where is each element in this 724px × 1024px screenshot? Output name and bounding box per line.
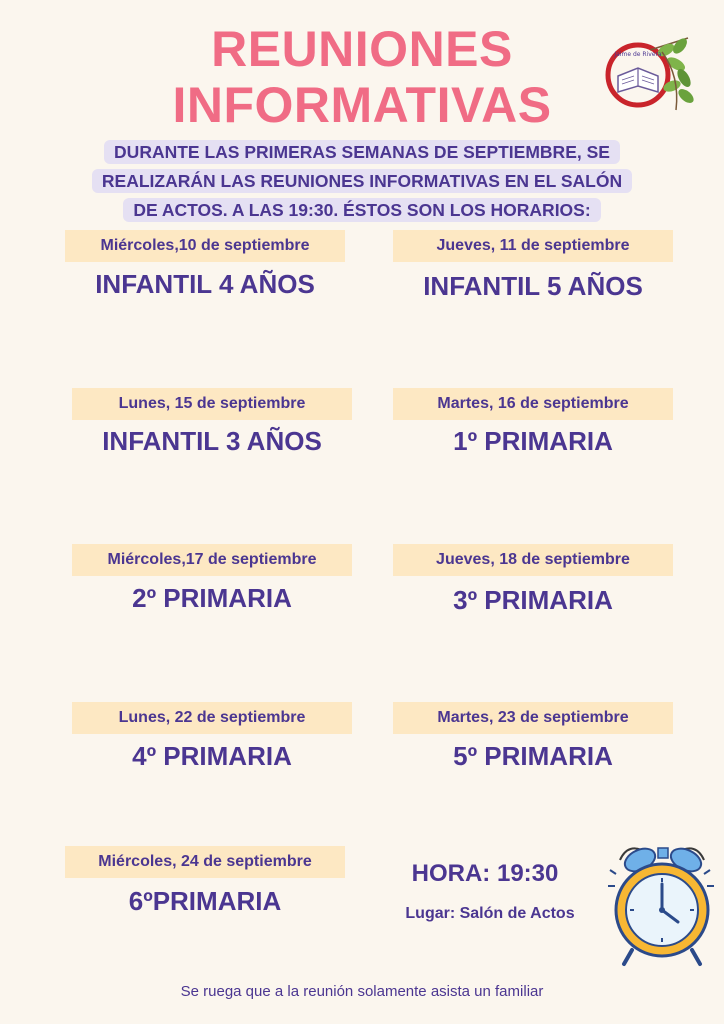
meeting-group: INFANTIL 4 AÑOS [95, 269, 315, 299]
meeting-date: Lunes, 15 de septiembre [72, 388, 352, 420]
school-logo-icon [600, 30, 700, 120]
meeting-date: Jueves, 18 de septiembre [393, 544, 673, 576]
meeting-date: Jueves, 11 de septiembre [393, 230, 673, 262]
meeting-date: Miércoles, 24 de septiembre [65, 846, 345, 878]
meeting-date: Miércoles,17 de septiembre [72, 544, 352, 576]
page-title-line1: REUNIONES [211, 21, 513, 77]
intro-line-3: DE ACTOS. A LAS 19:30. ÉSTOS SON LOS HORARIOS: [123, 198, 600, 222]
meeting-group: INFANTIL 5 AÑOS [423, 271, 643, 301]
meeting-group: 6ºPRIMARIA [128, 886, 282, 916]
meeting-date: Miércoles,10 de septiembre [65, 230, 345, 262]
intro-text [40, 138, 684, 225]
meeting-date: Martes, 23 de septiembre [393, 702, 673, 734]
alarm-clock-icon [606, 830, 718, 970]
page-title-line2: INFORMATIVAS [172, 77, 552, 133]
meeting-group: INFANTIL 3 AÑOS [102, 426, 322, 456]
meeting-group: 5º PRIMARIA [453, 741, 613, 771]
footer-note: Se ruega que a la reunión solamente asista un familiar [180, 983, 544, 1000]
meeting-group: 3º PRIMARIA [453, 585, 613, 615]
meeting-time: HORA: 19:30 [411, 860, 559, 887]
logo-text: Jaime de Rivera [614, 51, 662, 58]
intro-line-1: DURANTE LAS PRIMERAS SEMANAS DE SEPTIEMBRE, SE [104, 140, 620, 164]
meeting-group: 2º PRIMARIA [132, 583, 292, 613]
intro-line-2: REALIZARÁN LAS REUNIONES INFORMATIVAS EN EL SALÓN [92, 169, 632, 193]
meeting-group: 4º PRIMARIA [132, 741, 292, 771]
meeting-place: Lugar: Salón de Actos [405, 905, 575, 922]
meeting-date: Lunes, 22 de septiembre [72, 702, 352, 734]
meeting-date: Martes, 16 de septiembre [393, 388, 673, 420]
meeting-group: 1º PRIMARIA [453, 426, 613, 456]
